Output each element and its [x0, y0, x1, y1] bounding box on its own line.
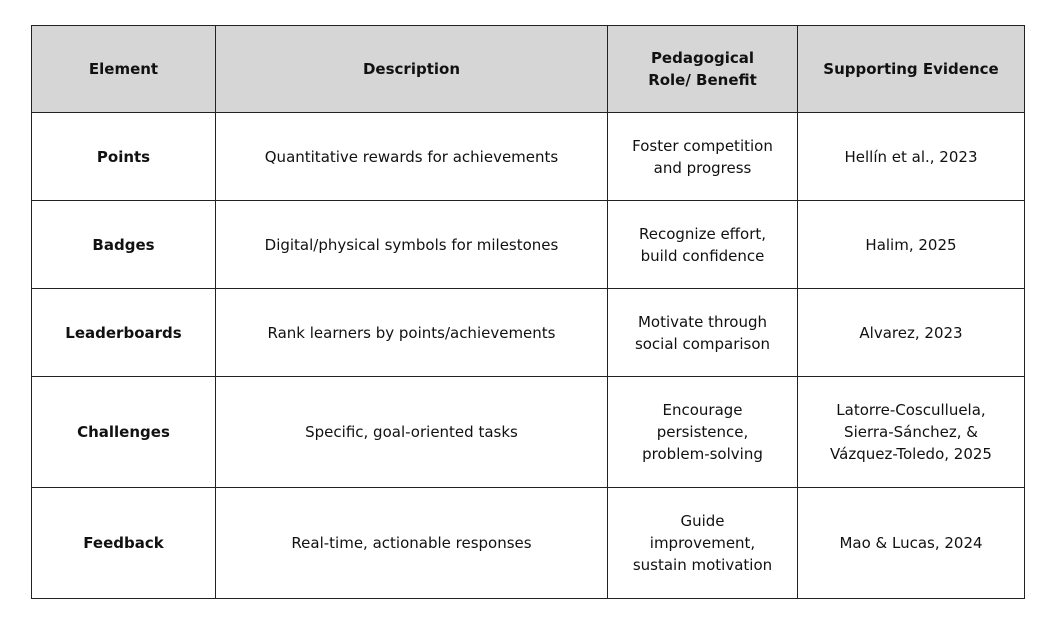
header-evidence: Supporting Evidence [798, 26, 1025, 113]
cell-role: Foster competition and progress [608, 113, 798, 201]
cell-role: Encourage persistence, problem-solving [608, 377, 798, 488]
header-row [32, 26, 1025, 113]
header-element: Element [32, 26, 216, 113]
cell-role: Motivate through social comparison [608, 289, 798, 377]
cell-description: Digital/physical symbols for milestones [216, 201, 608, 289]
cell-description: Quantitative rewards for achievements [216, 113, 608, 201]
cell-role: Recognize effort, build confidence [608, 201, 798, 289]
cell-evidence: Mao & Lucas, 2024 [798, 488, 1025, 599]
cell-evidence: Hellín et al., 2023 [798, 113, 1025, 201]
cell-element: Leaderboards [32, 289, 216, 377]
table-row [32, 113, 1025, 201]
table-row [32, 289, 1025, 377]
cell-evidence: Latorre-Cosculluela, Sierra-Sánchez, & Vázquez-Toledo, 2025 [798, 377, 1025, 488]
table-row [32, 201, 1025, 289]
cell-description: Specific, goal-oriented tasks [216, 377, 608, 488]
cell-description: Real-time, actionable responses [216, 488, 608, 599]
cell-element: Feedback [32, 488, 216, 599]
cell-evidence: Halim, 2025 [798, 201, 1025, 289]
cell-element: Challenges [32, 377, 216, 488]
cell-description: Rank learners by points/achievements [216, 289, 608, 377]
cell-element: Badges [32, 201, 216, 289]
gamification-elements-table [31, 25, 1025, 599]
cell-role: Guide improvement, sustain motivation [608, 488, 798, 599]
header-role: Pedagogical Role/ Benefit [608, 26, 798, 113]
cell-evidence: Alvarez, 2023 [798, 289, 1025, 377]
header-description: Description [216, 26, 608, 113]
cell-element: Points [32, 113, 216, 201]
table-row [32, 377, 1025, 488]
table-row [32, 488, 1025, 599]
